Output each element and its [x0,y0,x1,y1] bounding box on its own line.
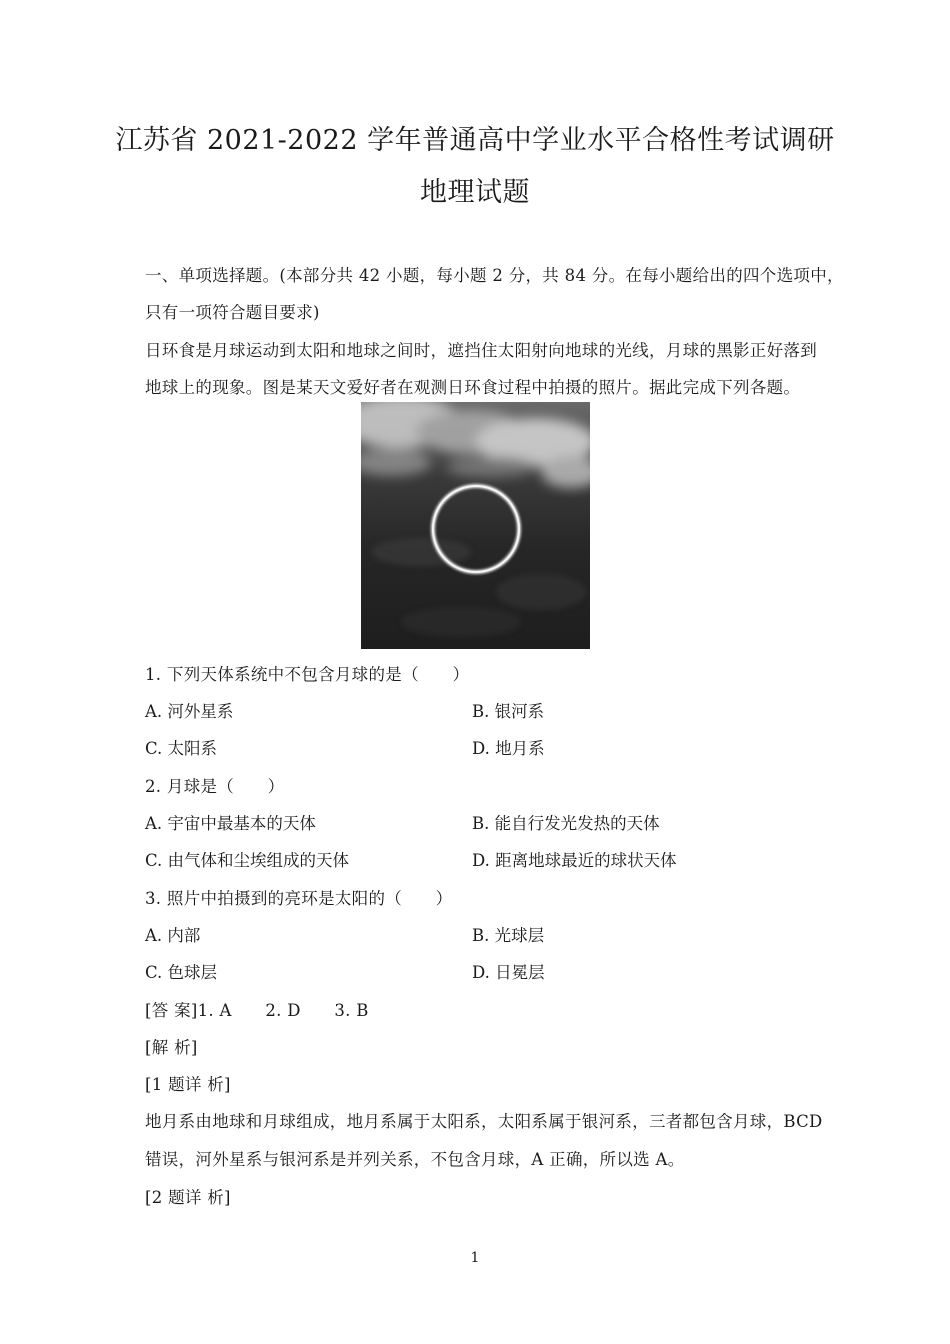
intro-line2: 地球上的现象。图是某天文爱好者在观测日环食过程中拍摄的照片。据此完成下列各题。 [145,378,801,397]
detail-2-label: [2 题详 析] [145,1188,231,1207]
question-1-option-d: D. 地月系 [472,739,545,758]
question-1-option-c: C. 太阳系 [145,739,218,758]
answer-line: [答 案]1. A 2. D 3. B [145,1001,369,1020]
question-3-stem: 3. 照片中拍摄到的亮环是太阳的（ ） [145,889,453,908]
document-title-line2: 地理试题 [420,177,530,208]
page-number: 1 [470,1250,480,1266]
section-heading-line2: 只有一项符合题目要求) [145,303,320,322]
detail-1-label: [1 题详 析] [145,1075,231,1094]
question-2-stem: 2. 月球是（ ） [145,777,285,796]
question-2-option-c: C. 由气体和尘埃组成的天体 [145,851,350,870]
analysis-label: [解 析] [145,1038,198,1057]
intro-line1: 日环食是月球运动到太阳和地球之间时，遮挡住太阳射向地球的光线，月球的黑影正好落到 [145,341,817,360]
detail-1-line2: 错误，河外星系与银河系是并列关系，不包含月球，A 正确，所以选 A。 [145,1150,685,1169]
question-1-stem: 1. 下列天体系统中不包含月球的是（ ） [145,665,470,684]
question-3-option-b: B. 光球层 [472,926,545,945]
question-3-option-a: A. 内部 [145,926,201,945]
question-2-option-b: B. 能自行发光发热的天体 [472,814,660,833]
detail-1-line1: 地月系由地球和月球组成，地月系属于太阳系，太阳系属于银河系，三者都包含月球，BCD [145,1112,823,1131]
question-3-option-c: C. 色球层 [145,963,218,982]
question-2-option-a: A. 宇宙中最基本的天体 [145,814,316,833]
question-1-option-b: B. 银河系 [472,702,545,721]
question-2-option-d: D. 距离地球最近的球状天体 [472,851,677,870]
annular-eclipse-photo [361,402,590,649]
question-3-option-d: D. 日冕层 [472,963,545,982]
section-heading-line1: 一、单项选择题。(本部分共 42 小题，每小题 2 分，共 84 分。在每小题给出的四个选项中， [145,266,844,285]
question-1-option-a: A. 河外星系 [145,702,234,721]
document-title-line1: 江苏省 2021-2022 学年普通高中学业水平合格性考试调研 [115,125,835,156]
